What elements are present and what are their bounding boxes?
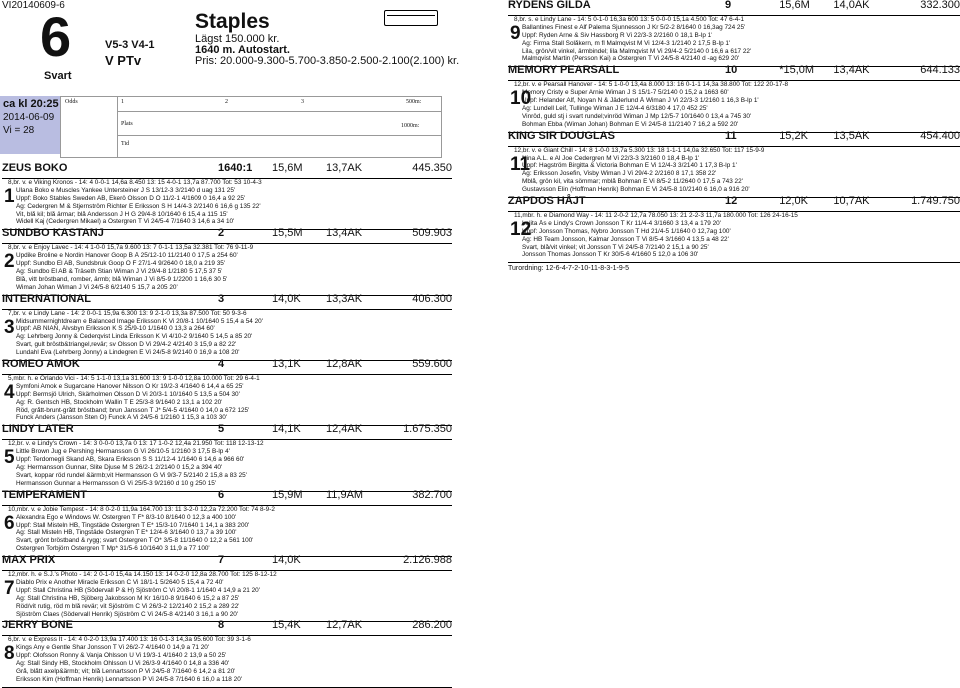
horse-distance: 12	[724, 195, 738, 208]
horse-header	[2, 162, 452, 179]
horse-line-text: Uppf: Stall Christina HB (Södervall P & H) Sjöström C Vi 20/8-1 1/1640 4 14,9 a 21 20'	[16, 586, 260, 594]
horse-earnings: 644.133	[920, 64, 960, 77]
race-distance: 1640 m. Autostart.	[195, 44, 290, 56]
horse-line-text: Äg: Lundell Leif, Tullinge Wiman J E 12/4-4 6/3180 4 17,0 452 25'	[522, 105, 708, 113]
horse-line-text: Äg: Firma Stall Solåkern, m fl Malmqvist M Vi 12/4-3 1/2140 2 17,5 B-lp 1'	[522, 39, 731, 47]
horse-line-text: Svart, blå/vit vinkel; vit Jonsson T Vi 24/5-8 7/2140 2 15,1 a 90 25'	[522, 243, 709, 251]
horse-line	[2, 268, 452, 276]
horse-line	[2, 514, 452, 522]
horse-line-text: Röd, grått-brunt-grått bröstband; brun Jansson T J* 5/4-5 4/1640 0 14,0 a 672 125'	[16, 406, 250, 414]
horse-best: 13,5AK	[833, 129, 870, 142]
horse-earnings: 286.200	[412, 619, 452, 632]
horse-line	[508, 212, 960, 220]
left-column	[2, 162, 452, 688]
horse-line	[2, 333, 452, 341]
horse-line	[508, 236, 960, 244]
horse-record: 13,1K	[272, 358, 301, 371]
horse-line	[508, 178, 960, 186]
horse-start-number: 7	[4, 578, 15, 600]
horse-start-number: 8	[4, 643, 15, 665]
horse-line	[2, 276, 452, 284]
horse-line-text: Äg: Stall Sindy HB, Stockholm Ohlsson U Vi 26/3-9 4/1640 0 14,8 a 336 40'	[16, 660, 230, 668]
horse-start-number: 4	[4, 382, 15, 404]
horse-line-text: Sjöström Claes (Södervall Henrik) Sjöström C Vi 24/5-8 4/2140 3 16,1 a 90 20'	[16, 610, 239, 618]
horse-line	[2, 636, 452, 644]
horse-record: 15,6M	[272, 162, 303, 174]
horse-line-text: Uppf: Helander Alf, Noyan N & Jäderlund Å Wiman J Vi 22/3-3 1/2160 1 16,3 B-lp 1'	[522, 97, 759, 105]
horse-entry	[2, 554, 452, 622]
horse-line	[2, 603, 452, 611]
horse-line	[2, 668, 452, 676]
horse-header	[2, 488, 452, 506]
horse-line	[2, 187, 452, 195]
horse-line	[2, 529, 452, 537]
horse-start-number: 3	[4, 316, 15, 338]
horse-entry	[508, 2, 960, 67]
horse-line-text: Äg: Sundbo El AB & Träseth Stian Wiman J Vi 29/4-8 1/2180 5 17,5 37 5'	[16, 268, 223, 276]
horse-entry	[2, 358, 452, 426]
horse-best: 13,4AK	[326, 227, 363, 240]
horse-line	[2, 341, 452, 349]
horse-line-text: 7,br. v. e Lindy Lane - 14: 2 0-0-1 15,9a 6.300 13: 9 2-1-0 13,3a 87.500 Tot: 50 9-3-6	[8, 309, 247, 317]
horse-line	[2, 252, 452, 260]
horse-earnings: 332.300	[920, 0, 960, 11]
horse-line-text: Gustavsson Elin (Hoffman Henrik) Bohman E Vi 24/5-8 10/2140 6 16,0 a 916 20'	[522, 186, 750, 194]
horse-line	[508, 244, 960, 252]
horse-line-text: Svart, gult bröstb&triangel,revär; sv Olsson D Vi 29/4-2 4/2140 3 15,9 a 82 22'	[16, 341, 237, 349]
horse-line	[2, 660, 452, 668]
horse-line	[2, 211, 452, 219]
horse-line-text: Diablo Prix e Another Miracle Eriksson C Vi 18/1-1 5/2640 5 15,4 a 72 40'	[16, 578, 224, 586]
horse-record: *15,0M	[779, 64, 815, 77]
horse-name: ZEUS BOKO	[2, 162, 68, 174]
horse-line-text: Uppf: Jonsson Thomas, Nybro Jonsson T Hd 21/4-5 1/1640 0 12,7ag 100'	[522, 227, 731, 235]
horse-line	[2, 472, 452, 480]
horse-name: RYDENS GILDA	[508, 0, 591, 11]
horse-distance: 7	[218, 554, 225, 567]
tid-label: Tid	[121, 141, 130, 147]
horse-header	[2, 423, 452, 440]
horse-entry	[508, 64, 960, 132]
horse-header	[2, 227, 452, 244]
horse-line	[2, 545, 452, 553]
horse-header	[508, 195, 960, 212]
horse-line-text: 8,br. v. e Enjoy Lavec - 14: 4 1-0-0 15,7a 9.600 13: 7 0-1-1 13,5a 32.381 Tot: 76 9-11-9	[8, 244, 254, 252]
horse-entry	[2, 292, 452, 361]
horse-line	[508, 40, 960, 48]
horse-entry	[508, 195, 960, 263]
horse-header	[508, 64, 960, 81]
horse-line-text: Symfoni Amok e Sugarcane Hanover Nilsson O Kr 19/2-3 4/1640 6 14,4 a 65 25'	[16, 382, 244, 390]
horse-line	[508, 186, 960, 194]
horse-start-number: 1	[4, 186, 15, 207]
horse-line-text: Äg: Hermansson Gunnar, Slite Djuse M S 26/2-1 2/2140 0 15,2 a 394 40'	[16, 464, 223, 472]
horse-start-number: 6	[4, 512, 15, 534]
autostart-car-icon	[384, 10, 438, 26]
horse-distance: 4	[218, 358, 225, 371]
horse-line-text: Uppf: Stall Misteln HB, Tingstäde Östergren T E* 15/3-10 7/1640 1 14,1 a 383 200'	[16, 521, 250, 529]
horse-line	[508, 147, 960, 155]
horse-line-text: Uppf: Bermsjö Ulrich, Skärholmen Olsson D Vi 20/3-1 10/1640 5 13,5 a 504 30'	[16, 390, 240, 398]
horse-line-text: Grå, blått axelp&ärmb; vit; blå Lennartsson P Vi 24/5-8 7/1640 6 14,2 a 81 20'	[16, 667, 236, 675]
horse-line	[2, 644, 452, 652]
horse-line-text: Funck Anders (Jansson Sten O) Funck A Vi 24/5-6 1/2160 1 15,3 a 103 30'	[16, 414, 228, 422]
horse-line-text: 5,mbr. h. e Orlando Vici - 14: 5 1-1-0 13,1a 31.600 13: 9 1-0-0 12,8a 10.000 Tot: 29 6-4-1	[8, 375, 260, 383]
horse-line-text: Äg: Lehrberg Jonny & Cederqvist Linda Eriksson K Vi 4/10-2 9/1640 5 14,5 a 85 20'	[16, 333, 253, 341]
horse-line-text: Vit, blå kil; blå ärmar; blå Andersson J H G 29/4-8 10/1640 6 15,4 a 115 15'	[16, 210, 228, 218]
horse-start-number: 11	[510, 153, 531, 175]
horse-start-number: 2	[4, 251, 15, 273]
results-grid	[60, 96, 442, 158]
horse-line	[2, 375, 452, 383]
horse-line-text: Uppf: Terdomegli Skand AB, Skara Eriksson S S 11/12-4 1/1640 6 14,6 a 966 60'	[16, 456, 245, 464]
horse-line-text: Mblå, grön kil, vita sömmar; mblå Bohman E Vi 8/5-2 11/2640 0 17,5 a 743 22'	[522, 178, 743, 186]
horse-line-text: Ulana Boko e Muscles Yankee Untersteiner J S 13/12-3 3/2140 d uag 131 25'	[16, 186, 236, 194]
horse-line-text: Memory Cristy e Super Arnie Wiman J S 15/1-7 5/2140 0 15,2 a 1663 60'	[522, 89, 729, 97]
horse-line-text: Hermansson Gunnar a Hermansson G Vi 25/5-3 9/2160 d 10 g 250 15'	[16, 479, 217, 487]
horse-best: 13,4AK	[833, 64, 870, 77]
horse-line	[2, 571, 452, 579]
horse-best: 12,7AK	[326, 619, 363, 632]
horse-line	[2, 480, 452, 488]
horse-line	[508, 89, 960, 97]
horse-earnings: 406.300	[412, 292, 452, 305]
race-title: Staples	[195, 10, 270, 33]
horse-record: 14,1K	[272, 423, 301, 436]
horse-line-text: Kings Any e Gentle Shar Jonsson T Vi 26/2-7 4/1640 0 14,9 a 71 20'	[16, 644, 210, 652]
horse-line	[2, 244, 452, 252]
horse-distance: 9	[724, 0, 732, 11]
horse-distance: 8	[218, 619, 225, 632]
document-id: VI20140609-6	[2, 0, 65, 11]
horse-line-text: 12,br. v. e Lindy's Crown - 14: 3 0-0-0 13,7a 0 13: 17 1-0-2 12,4a 21.950 Tot: 118 12-13-12	[8, 440, 264, 448]
horse-line	[508, 170, 960, 178]
horse-line-text: Östergren Torbjörn Östergren T Mp* 31/5-6 10/1640 3 11,9 a 77 100'	[16, 545, 210, 553]
horse-line	[508, 16, 960, 24]
horse-line	[2, 440, 452, 448]
horse-earnings: 1.749.750	[911, 195, 960, 208]
horse-line-text: Little Brown Jug e Pershing Hermansson G Vi 26/10-5 1/2160 3 17,5 B-lp 4'	[16, 448, 230, 456]
horse-line-text: Äg: Cedergren M & Stjernström Richter E Eriksson S H 14/4-3 2/2140 6 16,6 g 135 22'	[16, 202, 261, 210]
horse-line-text: Röd/vit rutig, röd m blå revär; vit Sjöström C Vi 26/3-2 12/2140 2 15,2 a 289 22'	[16, 602, 240, 610]
horse-line-text: Uppf: Boko Stables Sweden AB, Ekerö Olsson D Ö 11/2-1 4/1609 0 16,4 a 92 25'	[16, 194, 246, 202]
horse-name: ROMEO AMOK	[2, 358, 80, 371]
horse-line	[508, 81, 960, 89]
horse-line	[2, 448, 452, 456]
plats-label: Plats	[121, 121, 133, 127]
horse-earnings: 509.903	[412, 227, 452, 240]
game-type-line-1: V5-3 V4-1	[105, 39, 155, 51]
horse-line	[508, 48, 960, 56]
game-types	[105, 38, 155, 68]
horse-record: 15,6M	[779, 0, 810, 11]
horse-header	[2, 358, 452, 375]
horse-line	[2, 203, 452, 211]
horse-entry	[2, 619, 452, 687]
horse-line-text: Lila, grön/vit vinkel, ärmbindel; lila Malmqvist M Vi 29/4-2 5/2140 0 16,6 a 617 22'	[522, 47, 752, 55]
horse-line-text: Äg: Stall Misteln HB, Tingstäde Östergren T E* 12/4-6 3/1640 0 13,7 a 39 100'	[16, 529, 237, 537]
horse-distance: 3	[218, 292, 225, 305]
horse-start-number: 12	[510, 219, 532, 241]
horse-record: 14,0K	[272, 554, 301, 567]
horse-line-text: 6,br. v. e Express It - 14: 4 0-2-0 13,9a 17.400 13: 16 0-1-3 14,3a 95.600 Tot: 39 3-1-6	[8, 636, 251, 644]
horse-line	[508, 121, 960, 129]
horse-name: SUNDBO KASTANJ	[2, 227, 104, 240]
horse-earnings: 382.700	[412, 488, 452, 501]
horse-entry	[2, 423, 452, 491]
horse-line-text: Midsummernightdream e Balanced Image Eriksson K Vi 20/8-1 10/1640 5 15,4 a 54 20'	[16, 317, 263, 325]
horse-distance: 2	[218, 227, 225, 240]
horse-line-text: 10,mbr. v. e Jobie Tempest - 14: 8 0-2-0 11,9a 164.700 13: 11 3-2-0 12,2a 72.200 Tot: 74 8-9-2	[8, 505, 275, 513]
col-1: 1	[121, 99, 124, 105]
horse-best: 12,4AK	[326, 423, 363, 436]
horse-line-text: 12,br. v. e Pearsall Hanover - 14: 5 1-0-0 13,4a 8.000 13: 16 0-1-1 14,3a 38.800 Tot: 122 20-17-8	[514, 81, 789, 89]
horse-header	[508, 129, 960, 147]
horse-line-text: Widell Kaj (Cedergren Mikael) a Östergren T Vi 24/5-4 7/1640 3 14,6 a 34 10'	[16, 218, 235, 226]
horse-entry	[2, 162, 452, 230]
horse-entry	[2, 227, 452, 295]
horse-best: 12,8AK	[326, 358, 363, 371]
horse-record: 15,9M	[272, 488, 303, 501]
horse-line	[2, 407, 452, 415]
race-number: 6	[40, 5, 72, 68]
horse-best: 13,7AK	[326, 162, 363, 174]
horse-distance: 11	[724, 129, 737, 142]
race-date: 2014-06-09	[3, 112, 55, 123]
horse-line	[2, 595, 452, 603]
horse-line	[2, 506, 452, 514]
horse-distance: 5	[218, 423, 225, 436]
horse-start-number: 9	[510, 23, 521, 44]
horse-line-text: Uppf: Sundbo El AB, Sundsbruk Goop O F 27/1-4 9/2640 0 18,0 a 219 35'	[16, 260, 226, 268]
horse-best: 11,9AM	[326, 488, 364, 501]
horse-record: 15,4K	[272, 619, 301, 632]
horse-start-number: 5	[4, 447, 15, 469]
horse-line	[508, 105, 960, 113]
dist-1: 500m:	[406, 99, 422, 105]
horse-line-text: Äg: R. Gentsch HB, Stockholm Wallin T E 25/3-8 9/1640 2 13,1 a 102 20'	[16, 398, 223, 406]
dist-2: 1000m:	[401, 123, 420, 129]
horse-line	[2, 218, 452, 226]
horse-line-text: Uppf: AB NIAN, Älvsbyn Eriksson K S 25/9-10 1/1640 0 13,3 a 264 60'	[16, 325, 215, 333]
horse-line-text: Updike Broline e Nordin Hanover Goop B Å 25/12-10 11/2140 0 17,5 a 254 60'	[16, 252, 238, 260]
horse-line	[2, 464, 452, 472]
horse-line	[508, 55, 960, 63]
horse-line-text: Ballantines Finest e Alf Palema Sjunnesson J Kr 5/2-2 8/1640 0 16,3ag 724 25'	[522, 23, 746, 31]
odds-label: Odds	[65, 99, 78, 105]
horse-line	[2, 537, 452, 545]
horse-line-text: 11,mbr. h. e Diamond Way - 14: 11 2-0-2 12,7a 78.050 13: 21 2-2-3 11,7a 180.000 Tot: 126 24-16-15	[514, 212, 798, 220]
horse-line	[2, 284, 452, 292]
horse-line-text: Uppf: Ryden Arne & Siv Hassborg R Vi 22/3-3 2/2160 0 18,1 B-lp 1'	[522, 31, 713, 39]
horse-earnings: 1.675.350	[403, 423, 452, 436]
horse-line	[508, 251, 960, 259]
horse-line-text: Äg: Stall Christina HB, Sjöberg Jakobsson M Kr 16/10-8 9/1640 6 15,2 a 87 25'	[16, 594, 240, 602]
horse-line	[508, 155, 960, 163]
race-min-class: Lägst 150.000 kr.	[195, 33, 280, 45]
horse-name: MEMORY PEARSALL	[508, 64, 620, 77]
game-type-line-2: V PTv	[105, 53, 142, 68]
horse-line-text: Nina A.L. e Al Joe Cedergren M Vi 22/3-3 3/2160 0 18,4 B-lp 1'	[522, 154, 700, 162]
right-column	[508, 2, 960, 272]
horse-name: LINDY LATER	[2, 423, 74, 436]
horse-line-text: Svart, grönt bröstband & rygg; svart Östergren T Ö* 3/5-8 11/1640 0 12,2 a 561 100'	[16, 537, 254, 545]
horse-line	[2, 676, 452, 684]
race-time-banner	[0, 96, 60, 154]
horse-line-text: Eriksson Kim (Hoffman Henrik) Lennartsson P Vi 24/5-8 7/1640 6 16,0 a 118 20'	[16, 675, 242, 683]
start-type: Svart	[44, 70, 72, 82]
horse-header	[2, 619, 452, 636]
horse-header	[508, 2, 960, 16]
race-prizes: Pris: 20.000-9.300-5.700-3.850-2.500-2.100(2.100) kr.	[195, 55, 460, 67]
horse-best: 10,7AK	[833, 195, 870, 208]
horse-best: 14,0AK	[833, 0, 870, 11]
horse-start-number: 10	[510, 88, 532, 110]
col-3: 3	[301, 99, 304, 105]
horse-line-text: 8,br. s. e Lindy Lane - 14: 5 0-1-0 16,3a 600 13: 5 0-0-0 15,1a 4.500 Tot: 47 6-4-1	[514, 16, 745, 23]
horse-distance: 1640:1	[218, 162, 253, 174]
horse-record: 15,2K	[779, 129, 808, 142]
horse-line-text: Lolita Ås e Lindy's Crown Jonsson T Kr 11/4-4 3/1660 3 13,4 a 179 20'	[522, 219, 721, 227]
horse-line-text: Äg: HB Team Jonsson, Kalmar Jonsson T Vi 8/5-4 3/1660 4 13,5 a 48 22'	[522, 235, 729, 243]
horse-line-text: Jonsson Thomas Jonsson T Kr 30/5-6 4/1660 5 12,0 a 106 30'	[522, 251, 699, 259]
horse-name: INTERNATIONAL	[2, 292, 92, 305]
horse-line	[2, 414, 452, 422]
horse-line-text: Alexandra Ego e Windows W. Östergren T F* 8/3-10 8/1640 0 12,3 a 400 100'	[16, 513, 237, 521]
horse-line	[2, 611, 452, 619]
horse-line-text: 12,br. v. e Giant Chill - 14: 8 1-0-0 13,7a 5.300 13: 18 1-1-1 14,0a 32.650 Tot: 117 15-9-9	[514, 146, 765, 154]
horse-line-text: Bohman Ebba (Wiman Johan) Bohman E Vi 24/5-8 11/2140 7 16,2 a 592 20'	[522, 120, 739, 128]
horse-line-text: 12,mbr. h. e S.J.'s Photo - 14: 2 0-1-0 15,4a 14.150 13: 14 0-2-0 12,8a 28.700 Tot: 125 8-12-12	[8, 571, 277, 579]
horse-line	[508, 220, 960, 228]
horse-name: ZAPDOS HÅJT	[508, 195, 586, 208]
horse-line	[2, 383, 452, 391]
horse-header	[2, 292, 452, 310]
horse-header	[2, 554, 452, 571]
horse-entry	[2, 488, 452, 557]
horse-entry	[508, 129, 960, 198]
horse-name: TEMPERAMENT	[2, 488, 87, 501]
horse-line	[2, 318, 452, 326]
horse-line-text: Uppf: Olofsson Ronny & Vanja Ohlsson U Vi 19/3-1 4/1640 2 13,9 a 50 25'	[16, 652, 227, 660]
horse-earnings: 2.126.988	[403, 554, 452, 567]
race-time: ca kl 20:25	[3, 98, 59, 110]
horse-best: 13,3AK	[326, 292, 363, 305]
horse-line	[508, 113, 960, 121]
horse-name: KING SIR DOUGLAS	[508, 129, 615, 142]
horse-record: 15,5M	[272, 227, 303, 240]
horse-line-text: Wiman Johan Wiman J Vi 24/5-8 6/2140 5 15,7 a 205 20'	[16, 283, 178, 291]
horse-line-text: Vinröd, guld stj i svart rundel;vinröd Wiman J Mp 12/5-7 10/1640 0 13,4 a 745 30'	[522, 112, 752, 120]
horse-line	[508, 24, 960, 32]
horse-line-text: Uppf: Hagström Birgitta & Victoria Bohman E Vi 12/4-3 3/2140 1 17,3 B-lp 1'	[522, 162, 737, 170]
horse-line-text: Blå, vitt bröstband, romber, ärmb; blå Wiman J Vi 8/5-9 1/2200 1 16,6 30 5'	[16, 275, 228, 283]
horse-name: JERRY BONE	[2, 619, 73, 632]
horse-record: 14,0K	[272, 292, 301, 305]
horse-line	[2, 310, 452, 318]
turordning: Turordning: 12-6-4-7-2-10-11-8-3-1-9-5	[508, 265, 629, 273]
horse-distance: 6	[218, 488, 225, 501]
horse-line-text: Svart, koppar röd rundel &ärmb;vit Hermansson G Vi 9/3-7 5/2140 2 15,8 a 83 25'	[16, 471, 247, 479]
race-track: Vi = 28	[3, 125, 35, 136]
horse-line-text: Lundahl Eva (Lehrberg Jonny) a Lindegren E Vi 24/5-8 9/2140 0 16,9 a 108 20'	[16, 349, 240, 357]
horse-line-text: Äg: Eriksson Josefin, Visby Wiman J Vi 29/4-2 2/2160 8 17,1 358 22'	[522, 170, 717, 178]
horse-earnings: 445.350	[412, 162, 452, 174]
horse-earnings: 559.600	[412, 358, 452, 371]
horse-line	[2, 579, 452, 587]
horse-line-text: Malmqvist Martin (Persson Kai) a Östergren T Vi 24/5-8 4/2140 d -ag 629 20'	[522, 55, 740, 63]
horse-record: 12,0K	[779, 195, 808, 208]
horse-name: MAX PRIX	[2, 554, 56, 567]
col-2: 2	[225, 99, 228, 105]
horse-line-text: 8,br. v. e Viking Kronos - 14: 4 0-0-1 14,6a 8.450 13: 15 4-0-1 13,7a 87.700 Tot: 53 10-4-3	[8, 179, 262, 186]
horse-line	[2, 349, 452, 357]
horse-earnings: 454.400	[920, 129, 960, 142]
horse-line	[2, 399, 452, 407]
horse-line	[2, 179, 452, 187]
horse-distance: 10	[724, 64, 738, 77]
